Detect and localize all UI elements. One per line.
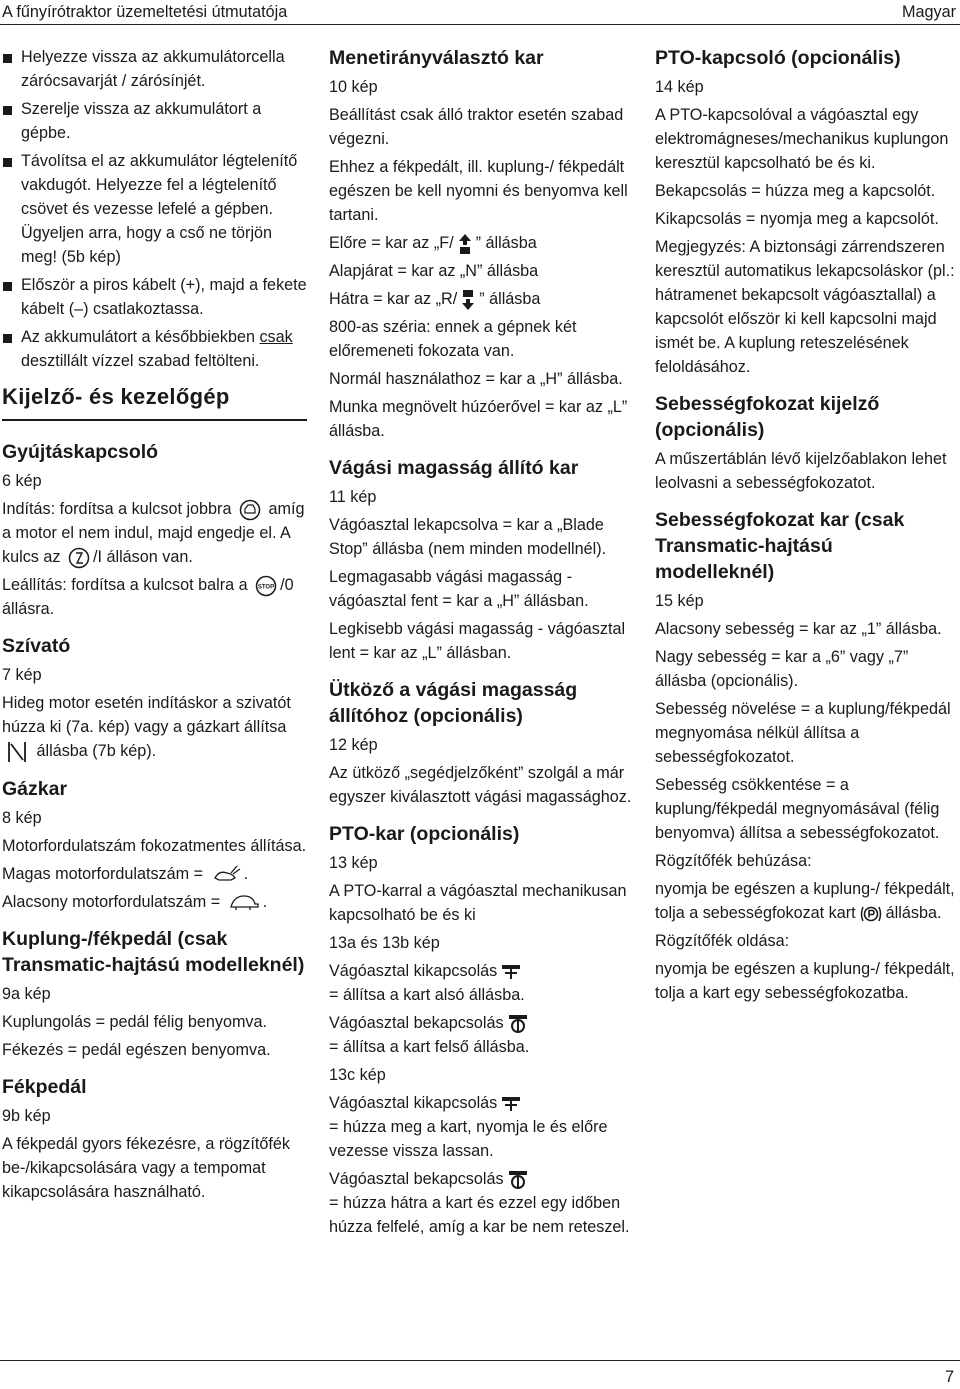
page-header (0, 0, 960, 25)
heading-ptokapcs: PTO-kapcsoló (opcionális) (655, 47, 901, 69)
text: Alacsony motorfordulatszám = (2, 892, 221, 911)
paragraph: nyomja be egészen a kuplung-/ fékpedált, tolja a kart egy sebességfokozatba. (655, 960, 955, 1002)
paragraph (329, 1167, 634, 1239)
text: Vágóasztal bekapcsolás (329, 1170, 504, 1188)
paragraph: Bekapcsolás = húzza meg a kapcsolót. (655, 182, 936, 200)
heading-menet: Menetirányválasztó kar (329, 47, 544, 69)
paragraph: Vágóasztal lekapcsolva = kar a „Blade Stop” állásba (nem minden modellnél). (329, 516, 607, 558)
paragraph: Ehhez a fékpedált, ill. kuplung-/ fékpedált egészen be kell nyomni és benyomva kell tartani. (329, 158, 628, 224)
paragraph: Munka megnövelt húzóerővel = kar az „L” állásba. (329, 398, 628, 440)
paragraph: Rögzítőfék oldása: (655, 932, 790, 950)
text: Hátra = kar az „R/ (329, 290, 458, 308)
rabbit-icon (211, 864, 241, 884)
text: = állítsa a kart felső állásba. (329, 1038, 530, 1056)
blade-off-icon (500, 963, 522, 981)
paragraph: Normál használathoz = kar a „H” állásba. (329, 370, 623, 388)
engine-start-icon (239, 499, 261, 521)
paragraph (2, 497, 307, 569)
text: ” állásba (475, 234, 537, 252)
text: /0 állásra. (2, 576, 294, 618)
paragraph (329, 231, 634, 255)
paragraph: A fékpedál gyors fékezésre, a rögzítőfék be-/kikapcsolására vagy a tempomat kikapcsolására használható. (2, 1134, 290, 1201)
bullet-item: Először a piros kábelt (+), majd a fekete kábelt (–) csatlakoztassa. (2, 273, 307, 321)
paragraph: Motorfordulatszám fokozatmentes állítása. (2, 836, 307, 855)
paragraph: Alapjárat = kar az „N” állásba (329, 262, 539, 280)
blade-on-icon (507, 1169, 529, 1191)
paragraph (329, 959, 634, 1007)
text: Vágóasztal kikapcsolás (329, 962, 498, 980)
paragraph: Megjegyzés: A biztonsági zárrendszeren keresztül automatikus lekapcsoláskor (pl.: hátramenet bekapcsolt vágóasztallal) a kapcsolót először ki kell kapcsolni majd ismét be. A kuplung reteszelésének feloldásához. (655, 238, 955, 376)
column-1 (2, 45, 307, 1208)
paragraph: Sebesség növelése = a kuplung/fékpedál megnyomása nélkül állítsa a sebességfokozatot. (655, 700, 951, 766)
figure-ref: 13 kép (329, 854, 378, 872)
section-title: Kijelző- és kezelőgép (2, 383, 307, 421)
paragraph: Nagy sebesség = kar a „6” vagy „7” állásba (opcionális). (655, 648, 909, 690)
text: állásba. (885, 904, 942, 922)
paragraph: Fékezés = pedál egészen benyomva. (2, 1040, 271, 1059)
paragraph: 800-as széria: ennek a gépnek két előremeneti fokozata van. (329, 318, 577, 360)
text: amíg a motor el nem indul, majd engedje el. A kulcs az (2, 500, 305, 566)
text: Leállítás: fordítsa a kulcsot balra a (2, 576, 248, 594)
paragraph (329, 1011, 634, 1059)
paragraph: A műszertáblán lévő kijelzőablakon lehet leolvasni a sebességfokozatot. (655, 450, 947, 492)
paragraph (2, 691, 307, 764)
paragraph (2, 890, 307, 914)
figure-ref: 11 kép (329, 488, 377, 506)
paragraph (655, 877, 955, 925)
bullet-item: Szerelje vissza az akkumulátort a gépbe. (2, 97, 307, 145)
text: nyomja be egészen a kuplung-/ fékpedált, tolja a sebességfokozat kart (655, 880, 955, 922)
page-number: 7 (944, 1368, 954, 1386)
paragraph: Kikapcsolás = nyomja meg a kapcsolót. (655, 210, 939, 228)
text: Hideg motor esetén indításkor a szivatót húzza ki (7a. kép) vagy a gázkart állítsa (2, 694, 291, 736)
figure-ref: 9a kép (2, 984, 51, 1003)
heading-sebkijelzo: Sebességfokozat kijelző (opcionális) (655, 393, 880, 441)
paragraph (329, 1091, 634, 1163)
bullet-item: Távolítsa el az akkumulátor légtelenítő vakdugót. Helyezze fel a légtelenítő csövet és vezesse lefelé a gépben. Ügyeljen arra, hogy a cső ne törjön meg! (5b kép) (2, 149, 307, 269)
text: Magas motorfordulatszám = (2, 864, 204, 883)
heading-sebkar: Sebességfokozat kar (csak Transmatic-hajtású modelleknél) (655, 509, 905, 583)
text: Az akkumulátort a későbbiekben (21, 328, 260, 346)
stop-icon (255, 575, 277, 597)
blade-off-icon (500, 1095, 522, 1113)
paragraph (2, 862, 307, 886)
parking-brake-icon (859, 903, 883, 925)
text: = állítsa a kart alsó állásba. (329, 986, 525, 1004)
underlined-text: csak (259, 328, 293, 346)
figure-ref: 10 kép (329, 78, 378, 96)
heading-vagasi: Vágási magasság állító kar (329, 457, 579, 479)
choke-icon (5, 740, 29, 764)
heading-gazkar: Gázkar (2, 777, 68, 800)
paragraph: Sebesség csökkentése = a kuplung/fékpedál megnyomásával (félig benyomva) állítsa a sebességfokozatot. (655, 776, 940, 842)
document-title: A fűnyírótraktor üzemeltetési útmutatója (2, 3, 288, 21)
forward-arrow-icon (457, 233, 473, 255)
paragraph: A PTO-kapcsolóval a vágóasztal egy elektromágneses/mechanikus kuplungon keresztül kapcsolható be és ki. (655, 106, 949, 172)
paragraph: Legmagasabb vágási magasság - vágóasztal fent = kar a „H” állásban. (329, 568, 589, 610)
paragraph: Beállítást csak álló traktor esetén szabad végezni. (329, 106, 624, 148)
text: /I álláson van. (92, 548, 193, 566)
paragraph: Rögzítőfék behúzása: (655, 852, 812, 870)
heading-fekpedal: Fékpedál (2, 1075, 87, 1098)
text: állásba (7b kép). (36, 742, 157, 760)
paragraph (329, 287, 634, 311)
text: desztillált vízzel szabad feltölteni. (21, 352, 260, 370)
bullet-item: Helyezze vissza az akkumulátorcella zárócsavarját / zárósínjét. (2, 45, 307, 93)
paragraph (2, 573, 307, 621)
figure-ref: 14 kép (655, 78, 704, 96)
bullet-item (2, 325, 307, 373)
heading-kuplung: Kuplung-/fékpedál (csak Transmatic-hajtású modelleknél) (2, 927, 305, 976)
paragraph: Az ütköző „segédjelzőként” szolgál a már egyszer kiválasztott vágási magassághoz. (329, 764, 632, 806)
heading-gyujtas: Gyújtáskapcsoló (2, 441, 159, 463)
figure-ref: 8 kép (2, 808, 42, 827)
heading-ptokar: PTO-kar (opcionális) (329, 823, 520, 845)
text: = húzza hátra a kart és ezzel egy időben húzza felfelé, amíg a kar be nem reteszel. (329, 1194, 630, 1236)
figure-ref: 15 kép (655, 592, 704, 610)
text: . (243, 864, 249, 883)
text: ” állásba (479, 290, 541, 308)
figure-ref: 12 kép (329, 736, 378, 754)
paragraph: Alacsony sebesség = kar az „1” állásba. (655, 620, 942, 638)
text: Vágóasztal kikapcsolás (329, 1094, 498, 1112)
paragraph: 13a és 13b kép (329, 934, 440, 952)
paragraph: Kuplungolás = pedál félig benyomva. (2, 1012, 268, 1031)
text: . (262, 892, 268, 911)
heading-utkozo: Ütköző a vágási magasság állítóhoz (opcionális) (329, 679, 578, 727)
turtle-icon (228, 892, 260, 912)
paragraph: 13c kép (329, 1066, 386, 1084)
column-2 (329, 45, 634, 1243)
key-on-icon (68, 547, 90, 569)
stop-icon-label: STOP (258, 584, 275, 591)
figure-ref: 7 kép (2, 666, 42, 684)
figure-ref: 9b kép (2, 1106, 51, 1125)
paragraph: Legkisebb vágási magasság - vágóasztal lent = kar az „L” állásban. (329, 620, 626, 662)
language-label: Magyar (902, 3, 956, 21)
reverse-arrow-icon (460, 289, 476, 311)
text: Előre = kar az „F/ (329, 234, 454, 252)
heading-szivato: Szívató (2, 635, 71, 657)
column-3 (655, 45, 955, 1009)
figure-ref: 6 kép (2, 472, 42, 490)
paragraph: A PTO-karral a vágóasztal mechanikusan kapcsolható be és ki (329, 882, 627, 924)
footer-rule (0, 1360, 960, 1361)
text: Vágóasztal bekapcsolás (329, 1014, 504, 1032)
text: Indítás: fordítsa a kulcsot jobbra (2, 500, 232, 518)
text: = húzza meg a kart, nyomja le és előre vezesse vissza lassan. (329, 1118, 608, 1160)
blade-on-icon (507, 1013, 529, 1035)
